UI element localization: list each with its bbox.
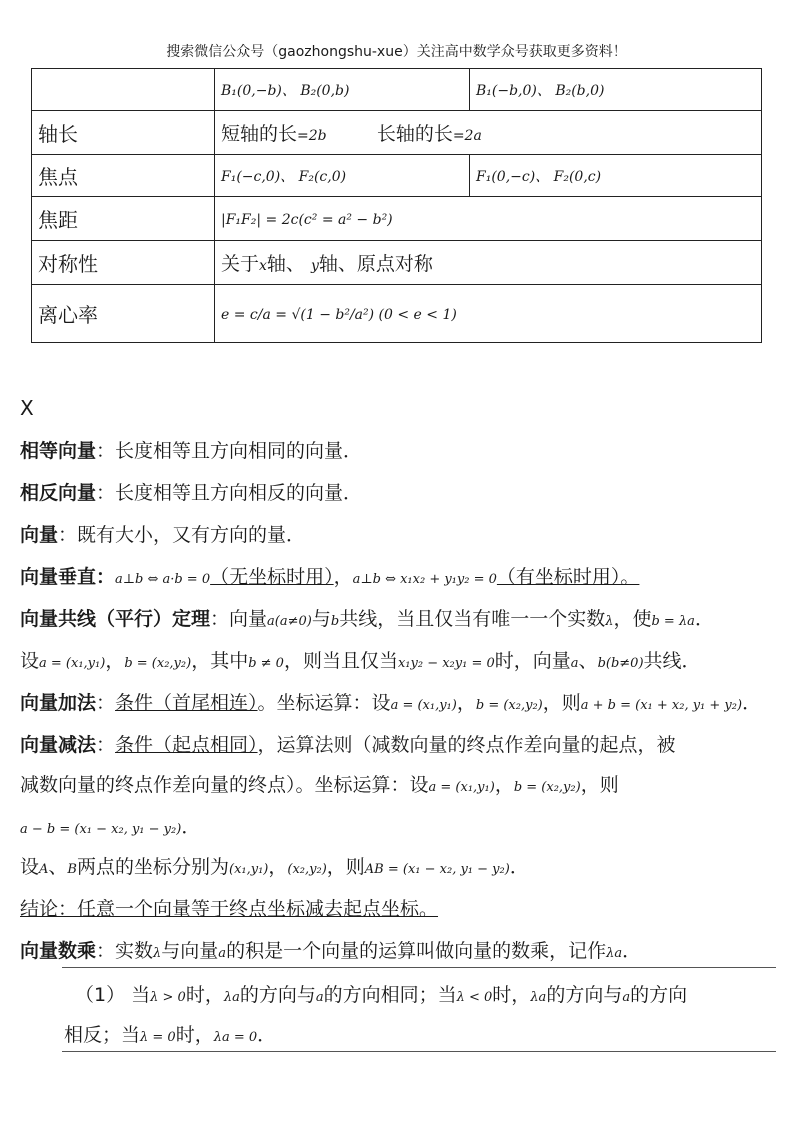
text: ， [494, 774, 514, 796]
long-axis-label: 长轴的长 [376, 123, 453, 145]
formula: x₁y₂ − x₂y₁ = 0 [397, 656, 495, 671]
text: 时，向量 [494, 650, 571, 672]
vertex-b-vertical: B₁(−b,0)、 B₂(b,0) [476, 82, 605, 99]
formula: a [570, 656, 579, 671]
term: 向量共线（平行）定理 [20, 608, 211, 630]
text: ，则 [580, 774, 619, 796]
table-cell [215, 69, 470, 111]
formula: a [622, 990, 631, 1005]
text: 时， [175, 1024, 214, 1046]
text-line [20, 770, 780, 797]
formula: B [67, 862, 77, 877]
formula: AB = (x₁ − x₂, y₁ − y₂) [364, 862, 510, 877]
vertex-b-horizontal: B₁(0,−b)、 B₂(0,b) [221, 82, 350, 99]
page-header: 搜索微信公众号（gaozhongshu-xue）关注高中数学众号获取更多资料！ [166, 44, 627, 60]
formula: A [39, 862, 49, 877]
formula: a [315, 990, 324, 1005]
note: 条件（起点相同） [115, 734, 258, 756]
text: 相反；当 [64, 1024, 141, 1046]
term: 向量 [20, 524, 59, 546]
text: ． [622, 940, 642, 962]
text-line [20, 852, 780, 879]
text: ：向量 [210, 608, 268, 630]
short-axis-label: 短轴的长 [221, 123, 298, 145]
text-line [20, 562, 780, 589]
formula: λ < 0 [456, 990, 493, 1005]
formula: (x₂,y₂) [287, 862, 327, 877]
formula: λ = 0 [140, 1030, 176, 1045]
text: ，则 [542, 692, 581, 714]
ellipse-properties-table [31, 68, 762, 343]
text: 与向量 [161, 940, 219, 962]
text: 的方向与 [239, 984, 316, 1006]
table-cell [215, 285, 762, 343]
table-cell [215, 111, 762, 155]
text: 设 [20, 856, 40, 878]
divider [62, 1051, 776, 1052]
long-axis-value: =2a [452, 128, 482, 144]
text-line [20, 646, 780, 673]
text: ，使 [613, 608, 652, 630]
table-row [32, 111, 762, 155]
text: 共线． [643, 650, 701, 672]
formula: a [218, 946, 227, 961]
formula: a − b = (x₁ − x₂, y₁ − y₂) [20, 822, 182, 837]
term: 向量垂直： [20, 566, 116, 588]
definition: ：长度相等且方向相同的向量． [96, 440, 363, 462]
text: ： [96, 734, 116, 756]
text-line [64, 1020, 793, 1047]
text: 两点的坐标分别为 [76, 856, 229, 878]
text: 、 [578, 650, 598, 672]
text: ， [105, 650, 125, 672]
term: 向量减法 [20, 734, 97, 756]
focal-distance-formula: |F₁F₂| = 2c(c² = a² − b²) [221, 212, 393, 228]
table-cell [32, 69, 215, 111]
text: ． [181, 816, 201, 838]
text-line [20, 812, 780, 839]
table-cell [215, 155, 470, 197]
text-line [20, 936, 780, 963]
symmetry-text: 轴、原点对称 [318, 253, 433, 275]
text: ． [742, 692, 762, 714]
text-line [20, 730, 780, 757]
row-label-focal-distance: 焦距 [32, 197, 215, 241]
text: 设 [20, 650, 40, 672]
text: ， [456, 692, 476, 714]
formula: a + b = (x₁ + x₂, y₁ + y₂) [580, 698, 743, 713]
conclusion: 结论：任意一个向量等于终点坐标减去起点坐标。 [20, 898, 439, 920]
text: 。坐标运算：设 [257, 692, 391, 714]
formula: a = (x₁,y₁) [428, 780, 495, 795]
row-label-symmetry: 对称性 [32, 241, 215, 285]
formula: b(b≠0) [597, 656, 644, 671]
note: 条件（首尾相连） [115, 692, 258, 714]
table-row [32, 155, 762, 197]
table-cell [470, 155, 762, 197]
symmetry-text: 轴、 [266, 253, 305, 275]
x-symbol: x [259, 258, 267, 274]
formula: λa = 0 [213, 1030, 258, 1045]
text-line [20, 520, 780, 547]
text: 时， [492, 984, 531, 1006]
y-symbol: y [310, 258, 319, 274]
text: ：实数 [96, 940, 154, 962]
formula: λ > 0 [150, 990, 186, 1005]
formula: b ≠ 0 [248, 656, 284, 671]
text: ，运算法则（减数向量的终点作差向量的起点，被 [257, 734, 676, 756]
formula: b = (x₂,y₂) [475, 698, 543, 713]
text-line [20, 894, 780, 921]
text-line [20, 604, 780, 631]
formula: λ [605, 614, 614, 629]
text: （1） 当 [75, 984, 151, 1006]
formula: λa [530, 990, 547, 1005]
section-letter: X [20, 396, 34, 420]
text: 的方向相同；当 [323, 984, 457, 1006]
text: ，则当且仅当 [283, 650, 398, 672]
text-line [75, 980, 780, 1007]
term: 向量数乘 [20, 940, 97, 962]
table-row [32, 69, 762, 111]
text: 减数向量的终点作差向量的终点）。坐标运算：设 [20, 774, 429, 796]
text: ： [96, 692, 116, 714]
text-line [20, 436, 780, 463]
definition: ：既有大小，又有方向的量． [58, 524, 306, 546]
formula: b = (x₂,y₂) [124, 656, 192, 671]
text: 共线，当且仅当有唯一一个实数 [339, 608, 606, 630]
table-row [32, 241, 762, 285]
short-axis-value: =2b [297, 128, 327, 144]
formula: a⊥b ⇔ a·b = 0 [115, 572, 211, 587]
text: ，其中 [191, 650, 249, 672]
formula: (x₁,y₁) [229, 862, 269, 877]
table-cell [215, 241, 762, 285]
formula: λ [153, 946, 162, 961]
formula: λa [223, 990, 240, 1005]
text-line [20, 688, 780, 715]
text: ， [333, 566, 353, 588]
note: （无坐标时用） [210, 566, 334, 588]
term: 相反向量 [20, 482, 97, 504]
formula: b = (x₂,y₂) [513, 780, 581, 795]
formula: a = (x₁,y₁) [39, 656, 106, 671]
formula: a = (x₁,y₁) [390, 698, 457, 713]
formula: b [330, 614, 340, 629]
text: 的方向与 [546, 984, 623, 1006]
text: 的积是一个向量的运算叫做向量的数乘，记作 [226, 940, 607, 962]
table-row [32, 197, 762, 241]
formula: λa [606, 946, 623, 961]
symmetry-text: 关于 [221, 253, 260, 275]
row-label-axis-length: 轴长 [32, 111, 215, 155]
text: ． [257, 1024, 277, 1046]
divider [62, 967, 776, 968]
eccentricity-formula: e = c/a = √(1 − b²/a²) (0 < e < 1) [221, 307, 457, 323]
text: 与 [311, 608, 331, 630]
text: 、 [48, 856, 68, 878]
text: ． [509, 856, 529, 878]
text: ，则 [326, 856, 365, 878]
formula: b = λa [651, 614, 695, 629]
formula: a⊥b ⇔ x₁x₂ + y₁y₂ = 0 [352, 572, 497, 587]
row-label-focus: 焦点 [32, 155, 215, 197]
text: 时， [185, 984, 224, 1006]
text: ， [268, 856, 288, 878]
table-cell [470, 69, 762, 111]
focus-horizontal: F₁(−c,0)、 F₂(c,0) [221, 168, 347, 185]
row-label-eccentricity: 离心率 [32, 285, 215, 343]
term: 向量加法 [20, 692, 97, 714]
focus-vertical: F₁(0,−c)、 F₂(0,c) [476, 168, 602, 185]
table-cell [215, 197, 762, 241]
definition: ：长度相等且方向相反的向量． [96, 482, 363, 504]
text: ． [694, 608, 714, 630]
text: 的方向 [630, 984, 688, 1006]
term: 相等向量 [20, 440, 97, 462]
formula: a(a≠0) [267, 614, 312, 629]
note: （有坐标时用）。 [496, 566, 640, 588]
table-row [32, 285, 762, 343]
text-line [20, 478, 780, 505]
